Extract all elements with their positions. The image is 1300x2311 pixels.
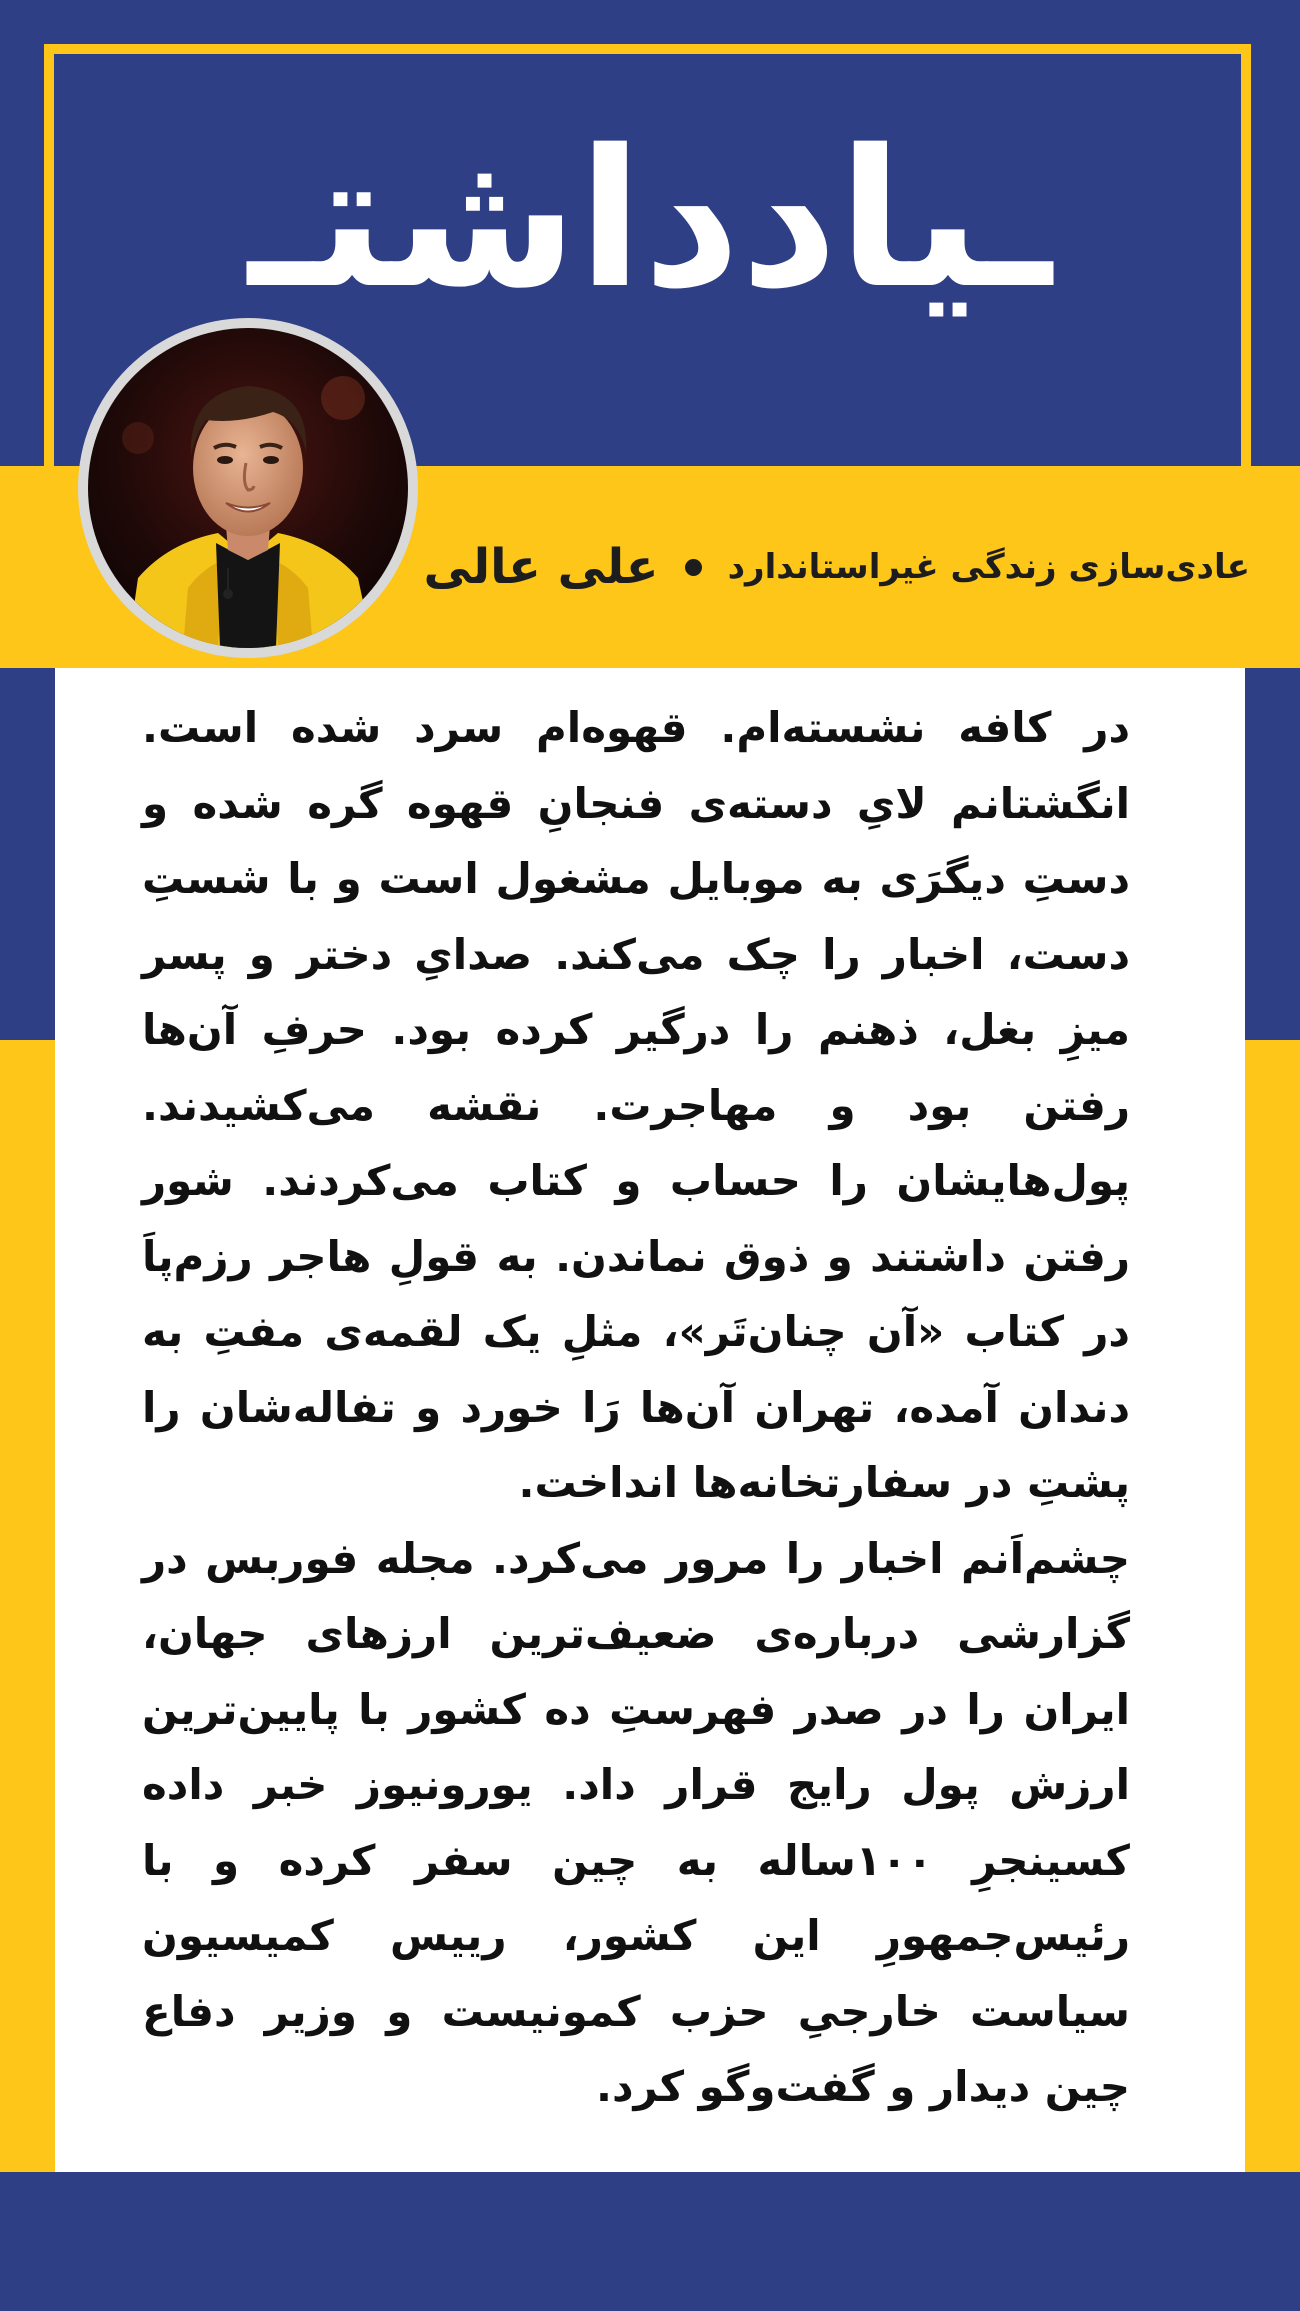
byline — [423, 532, 1250, 602]
bullet-dot-icon — [685, 559, 702, 576]
author-name: علی عالی — [423, 539, 659, 595]
article-paragraph-1: در کافه نشسته‌ام. قهوه‌ام سرد شده است. انگشتانم لایِ دسته‌ی فنجانِ قهوه گره شده و دستِ دیگرَی به موبایل مشغول است و با شستِ دست، اخبار را چک می‌کند. صدایِ دختر و پسر میزِ بغل، ذهنم را درگیر کرده بود. حرفِ آن‌ها رفتن بود و مهاجرت. نقشه می‌کشیدند. پول‌هایشان را حساب و کتاب می‌کردند. شور رفتن داشتند و ذوق نماندن. به قولِ هاجر رزم‌پاَ در کتاب «آن چنان‌تَر»، مثلِ یک لقمه‌ی مفتِ به دندان آمده، تهران آن‌ها رَا خورد و تفاله‌شان را پشتِ در سفارتخانه‌ها انداخت. — [142, 703, 1130, 1507]
author-portrait-photo — [88, 328, 408, 648]
column-subtitle: عادی‌سازی زندگی غیراستاندارد — [727, 547, 1250, 587]
background-navy-bottom — [0, 2172, 1300, 2311]
page-title: ـیادداشتـ — [248, 109, 1052, 330]
article-paragraph-2: چشم‌اَنم اخبار را مرور می‌کرد. مجله فوربس در گزارشی درباره‌ی ضعیف‌ترین ارزهای جهان، ایران را در صدر فهرستِ ده کشور با پایین‌ترین ارزش پول رایج قرار داد. یورونیوز خبر داده کسینجرِ ۱۰۰ساله به چین سفر کرده و با رئیس‌جمهورِ این کشور، رییس کمیسیون سیاست خارجیِ حزب کمونیست و وزیر دفاع چین دیدار و گفت‌وگو کرد. — [142, 1533, 1130, 2111]
author-avatar — [78, 318, 418, 658]
article-body — [142, 690, 1130, 2125]
portrait-illustration — [88, 328, 408, 648]
